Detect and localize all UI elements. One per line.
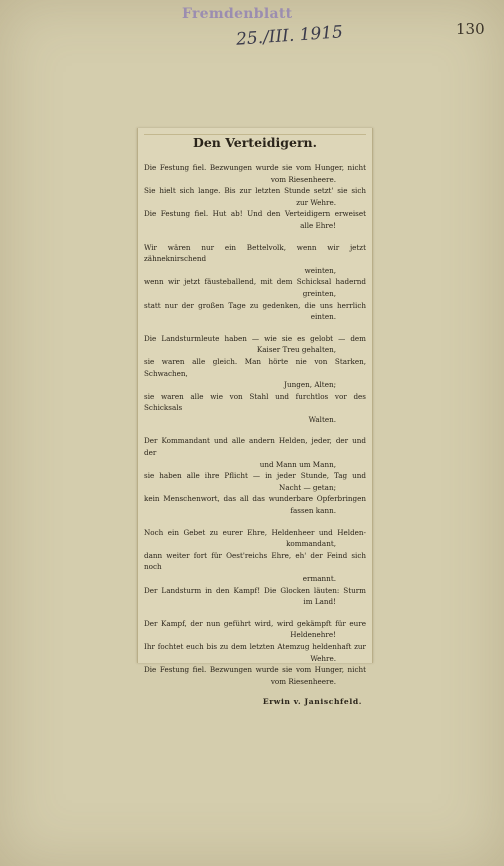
verse-line: Die Festung fiel. Bezwungen wurde sie vom Hunger, nicht bbox=[144, 163, 366, 172]
verse-line: sie haben alle ihre Pflicht — in jeder Stunde, Tag und bbox=[144, 471, 366, 481]
newspaper-stamp: Fremdenblatt bbox=[182, 6, 293, 22]
verse-line: Die Festung fiel. Bezwungen wurde sie vom Hunger, nicht bbox=[144, 665, 366, 675]
verse-line: Ihr fochtet euch bis zu dem letzten Atemzug heldenhaft zur bbox=[144, 641, 366, 651]
poem-author: Erwin v. Janischfeld. bbox=[262, 697, 362, 707]
verse-continuation: Wehre. bbox=[310, 653, 336, 663]
verse-line: kein Menschenwort, das all das wunderbare Opferbringen bbox=[144, 494, 366, 504]
verse-line: Wir wären nur ein Bettelvolk, wenn wir jetzt zähneknirschend bbox=[144, 242, 366, 264]
verse-continuation: weinten, bbox=[304, 265, 336, 275]
verse-line: statt nur der großen Tage zu gedenken, die uns herrlich bbox=[144, 300, 366, 310]
verse-line: Die Festung fiel. Hut ab! Und den Verteidigern erweiset bbox=[144, 209, 366, 219]
verse-continuation: fassen kann. bbox=[290, 506, 336, 516]
verse-line: Der Kampf, der nun geführt wird, wird gekämpft für eure bbox=[144, 618, 366, 628]
verse-continuation: ermannt. bbox=[302, 574, 336, 583]
page-number: 130 bbox=[456, 20, 485, 38]
newspaper-clipping bbox=[137, 128, 373, 707]
verse-line: Sie hielt sich lange. Bis zur letzten Stunde setzt' sie sich bbox=[144, 186, 366, 196]
poem-stanza bbox=[144, 162, 366, 232]
verse-continuation: Jungen, Alten; bbox=[284, 380, 336, 390]
verse-line: dann weiter fort für Oest'reichs Ehre, eh' der Feind sich noch bbox=[144, 550, 366, 572]
poem-stanza bbox=[144, 618, 366, 688]
verse-continuation: einten. bbox=[310, 312, 336, 322]
verse-line: Der Landsturm in den Kampf! Die Glocken läuten: Sturm bbox=[144, 585, 366, 595]
verse-continuation: vom Riesenheere. bbox=[270, 174, 336, 184]
verse-continuation: und Mann um Mann, bbox=[259, 459, 336, 469]
verse-line: sie waren alle wie von Stahl und furchtlos vor des Schicksals bbox=[144, 391, 366, 413]
handwritten-date: 25./III. 1915 bbox=[235, 22, 344, 50]
verse-continuation: kommandant, bbox=[286, 539, 336, 549]
verse-line: wenn wir jetzt fäusteballend, mit dem Schicksal hadernd bbox=[144, 277, 366, 287]
verse-line: sie waren alle gleich. Man hörte nie von Starken, Schwachen, bbox=[144, 356, 366, 378]
poem-body bbox=[144, 162, 366, 687]
verse-continuation: zur Wehre. bbox=[296, 197, 336, 207]
verse-line: Der Kommandant und alle andern Helden, jeder, der und der bbox=[144, 436, 366, 458]
verse-line: Noch ein Gebet zu eurer Ehre, Heldenheer und Helden- bbox=[144, 527, 366, 537]
poem-stanza bbox=[144, 527, 366, 608]
verse-continuation: alle Ehre! bbox=[300, 220, 336, 230]
verse-line: Die Landsturmleute haben — wie sie es gelobt — dem bbox=[144, 333, 366, 343]
verse-continuation: Nacht — getan; bbox=[279, 482, 336, 492]
verse-continuation: vom Riesenheere. bbox=[270, 676, 336, 686]
verse-continuation: im Land! bbox=[303, 597, 336, 607]
poem-stanza bbox=[144, 242, 366, 323]
verse-continuation: Walten. bbox=[308, 414, 336, 424]
verse-continuation: Kaiser Treu gehalten, bbox=[256, 345, 336, 355]
poem-stanza bbox=[144, 333, 366, 426]
verse-continuation: Heldenehre! bbox=[290, 630, 336, 640]
verse-continuation: greinten, bbox=[302, 288, 336, 298]
poem-title: Den Verteidigern. bbox=[144, 134, 366, 150]
poem-stanza bbox=[144, 435, 366, 516]
